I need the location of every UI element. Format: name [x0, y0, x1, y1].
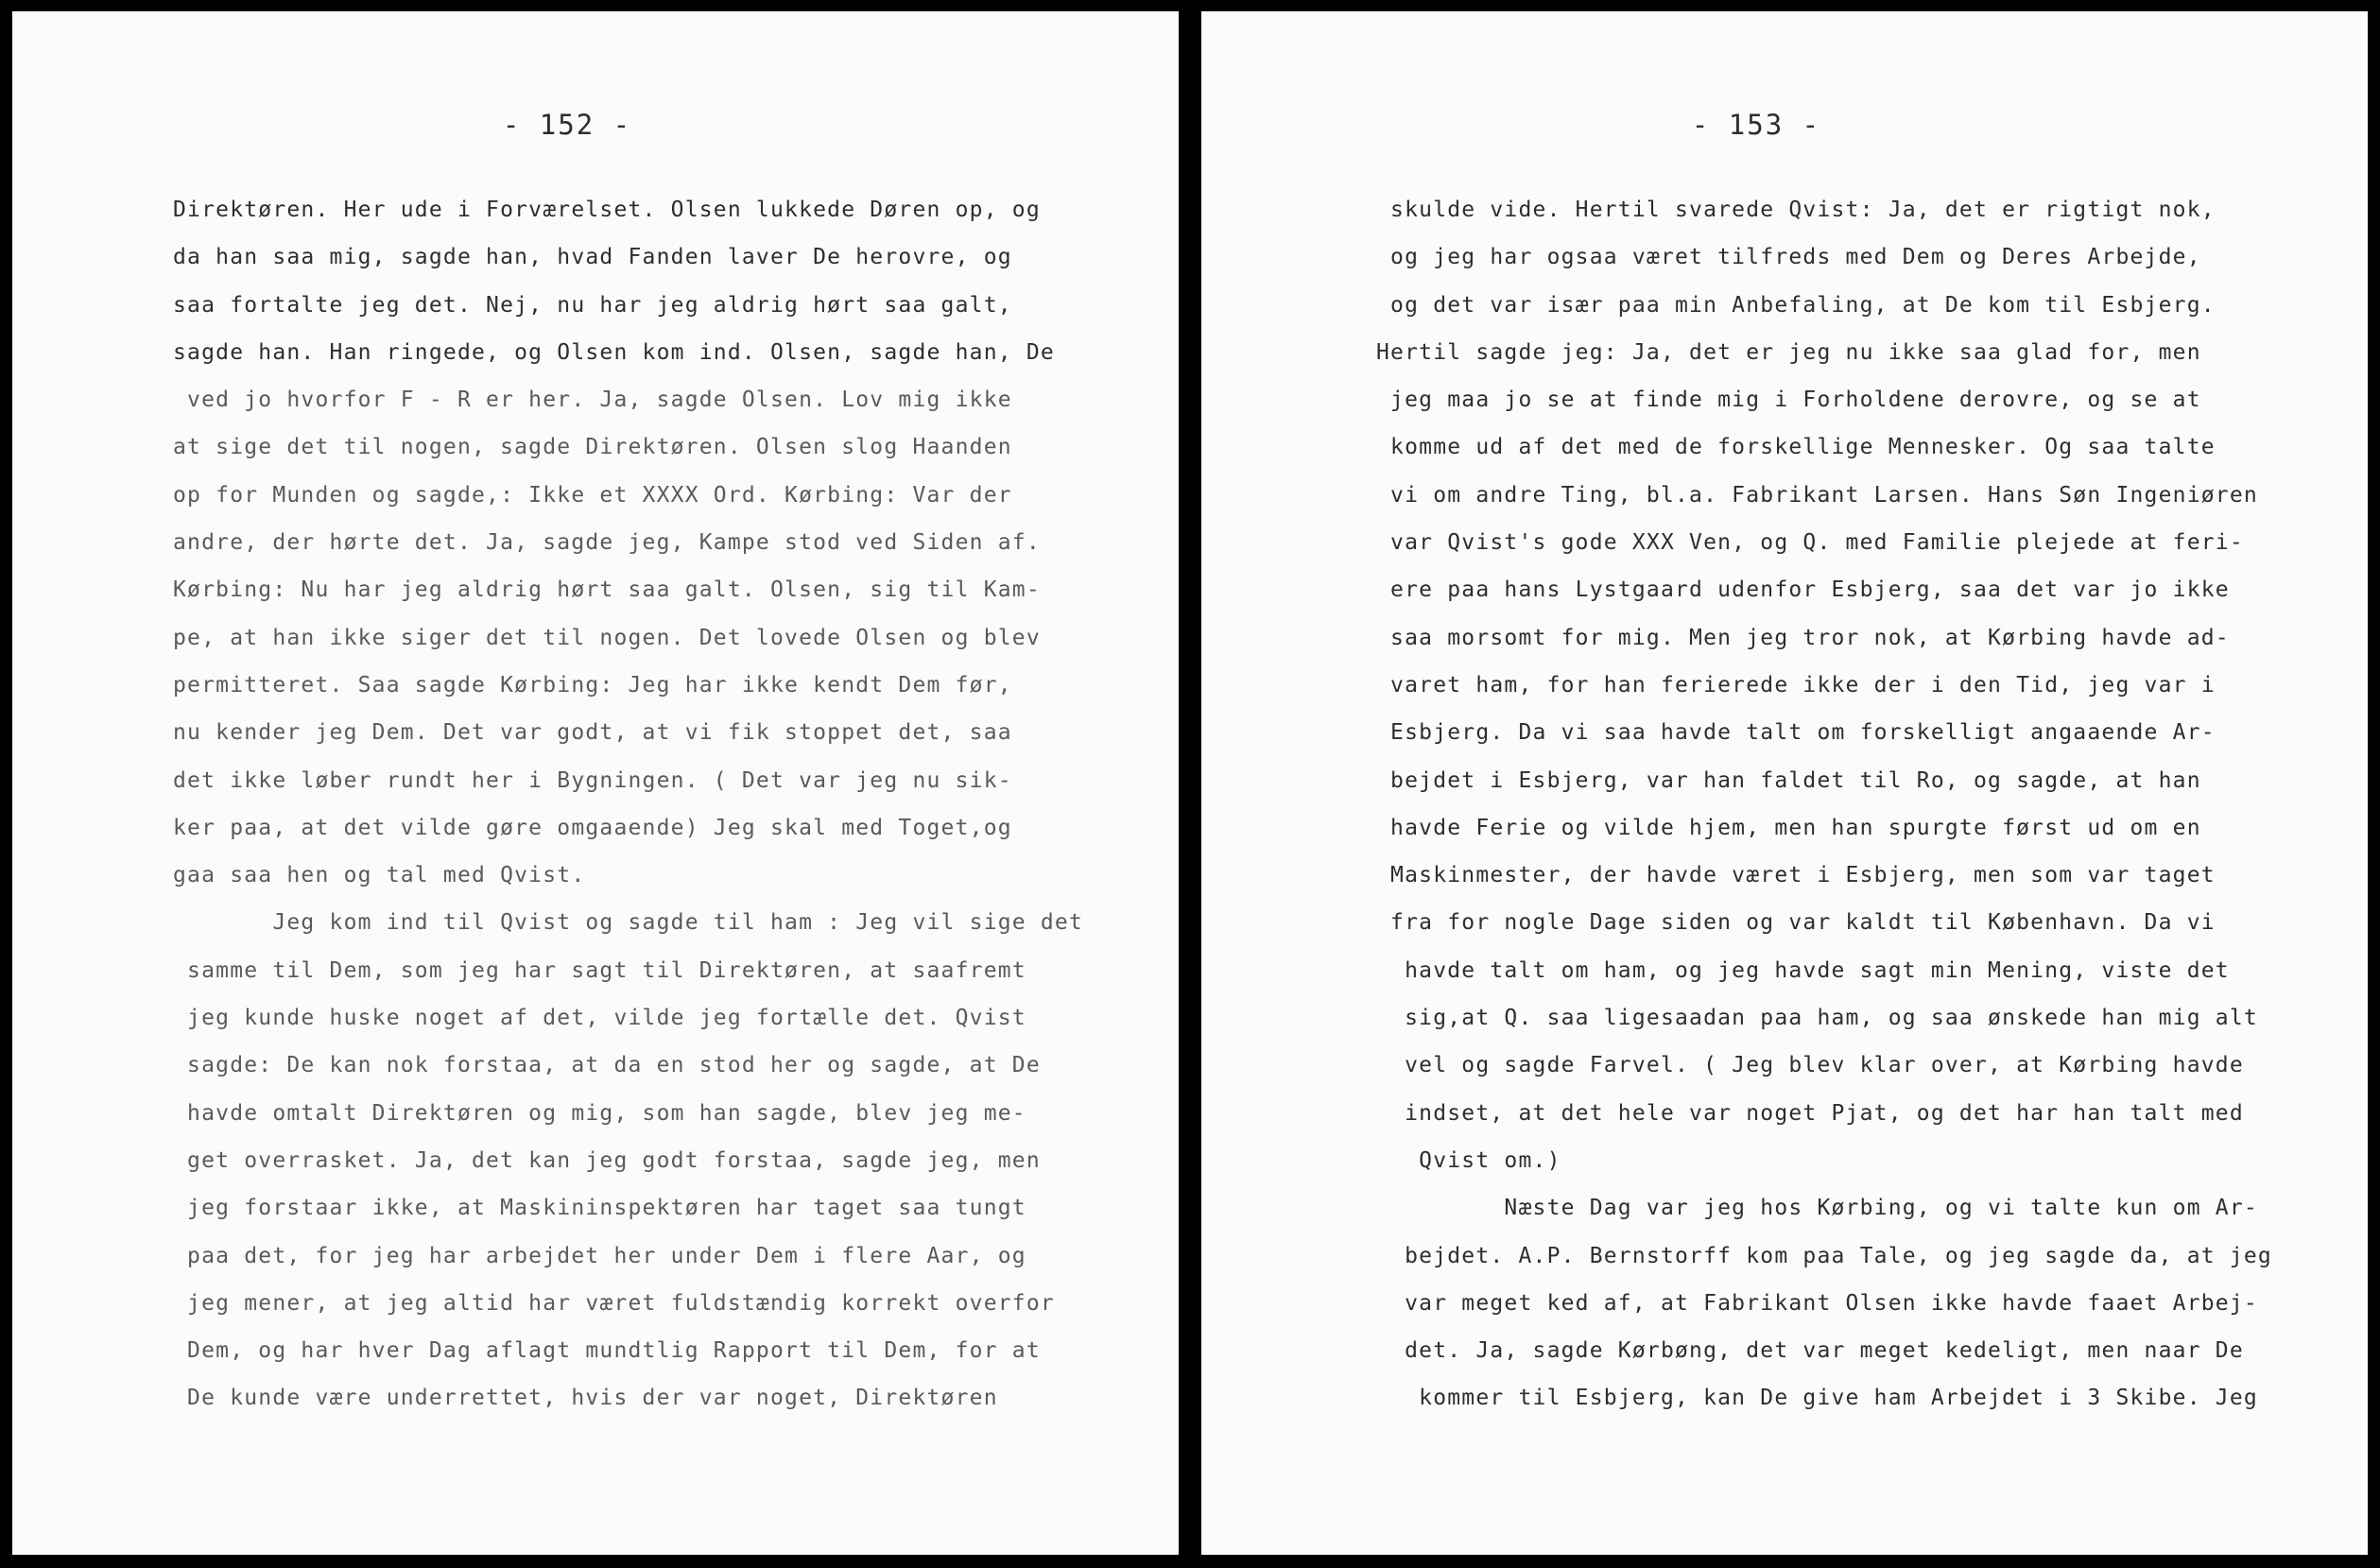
text-line: saa fortalte jeg det. Nej, nu har jeg aldrig hørt saa galt,	[173, 292, 1012, 318]
right-page	[1201, 11, 2368, 1555]
text-line: jeg forstaar ikke, at Maskininspektøren har taget saa tungt	[173, 1196, 1026, 1221]
text-line: sagde: De kan nok forstaa, at da en stod her og sagde, at De	[173, 1053, 1041, 1078]
text-line: da han saa mig, sagde han, hvad Fanden laver De herovre, og	[173, 245, 1012, 270]
text-line: Esbjerg. Da vi saa havde talt om forskelligt angaaende Ar-	[1376, 720, 2216, 746]
text-line: og jeg har ogsaa været tilfreds med Dem og Deres Arbejde,	[1376, 245, 2201, 270]
text-line: Qvist om.)	[1376, 1147, 1561, 1173]
text-line: komme ud af det med de forskellige Mennesker. Og saa talte	[1376, 435, 2216, 460]
text-line: paa det, for jeg har arbejdet her under Dem i flere Aar, og	[173, 1243, 1026, 1268]
text-line: bejdet. A.P. Bernstorff kom paa Tale, og jeg sagde da, at jeg	[1376, 1243, 2272, 1268]
text-line: permitteret. Saa sagde Kørbing: Jeg har ikke kendt Dem før,	[173, 672, 1012, 698]
left-page	[12, 11, 1179, 1555]
text-line: andre, der hørte det. Ja, sagde jeg, Kampe stod ved Siden af.	[173, 530, 1041, 556]
text-line: ved jo hvorfor F - R er her. Ja, sagde Olsen. Lov mig ikke	[173, 388, 1012, 413]
text-line: ker paa, at det vilde gøre omgaaende) Jeg skal med Toget,og	[173, 815, 1012, 840]
text-line: at sige det til nogen, sagde Direktøren. Olsen slog Haanden	[173, 435, 1012, 460]
text-line: var Qvist's gode XXX Ven, og Q. med Familie plejede at feri-	[1376, 530, 2244, 556]
text-line: varet ham, for han ferierede ikke der i den Tid, jeg var i	[1376, 672, 2216, 698]
text-line: De kunde være underrettet, hvis der var noget, Direktøren	[173, 1386, 998, 1411]
text-line: get overrasket. Ja, det kan jeg godt forstaa, sagde jeg, men	[173, 1147, 1041, 1173]
text-line: det. Ja, sagde Kørbøng, det var meget kedeligt, men naar De	[1376, 1338, 2244, 1364]
text-line: nu kender jeg Dem. Det var godt, at vi fik stoppet det, saa	[173, 720, 1012, 746]
text-line: Maskinmester, der havde været i Esbjerg, men som var taget	[1376, 863, 2216, 888]
text-line: saa morsomt for mig. Men jeg tror nok, at Kørbing havde ad-	[1376, 625, 2230, 650]
text-line: Hertil sagde jeg: Ja, det er jeg nu ikke saa glad for, men	[1376, 339, 2201, 365]
text-line: havde Ferie og vilde hjem, men han spurgte først ud om en	[1376, 815, 2201, 840]
text-line: skulde vide. Hertil svarede Qvist: Ja, det er rigtigt nok,	[1376, 198, 2216, 222]
text-line: havde talt om ham, og jeg havde sagt min Mening, viste det	[1376, 957, 2230, 983]
text-line: jeg kunde huske noget af det, vilde jeg fortælle det. Qvist	[173, 1006, 1026, 1031]
text-line: fra for nogle Dage siden og var kaldt til København. Da vi	[1376, 910, 2216, 936]
text-line: det ikke løber rundt her i Bygningen. ( Det var jeg nu sik-	[173, 767, 1012, 793]
page-number: - 153 -	[1691, 109, 1821, 141]
text-line: kommer til Esbjerg, kan De give ham Arbejdet i 3 Skibe. Jeg	[1376, 1386, 2258, 1411]
text-line: gaa saa hen og tal med Qvist.	[173, 863, 586, 888]
text-line: Direktøren. Her ude i Forværelset. Olsen lukkede Døren op, og	[173, 198, 1041, 222]
text-line: sig,at Q. saa ligesaadan paa ham, og saa ønskede han mig alt	[1376, 1006, 2258, 1031]
page-body-text	[173, 186, 1099, 1422]
text-line: Dem, og har hver Dag aflagt mundtlig Rapport til Dem, for at	[173, 1338, 1041, 1364]
text-line: bejdet i Esbjerg, var han faldet til Ro, og sagde, at han	[1376, 767, 2201, 793]
text-line: indset, at det hele var noget Pjat, og det har han talt med	[1376, 1100, 2244, 1126]
text-line: jeg mener, at jeg altid har været fuldstændig korrekt overfor	[173, 1290, 1055, 1316]
text-line: op for Munden og sagde,: Ikke et XXXX Ord. Kørbing: Var der	[173, 482, 1012, 508]
text-line: sagde han. Han ringede, og Olsen kom ind. Olsen, sagde han, De	[173, 339, 1055, 365]
text-line: og det var især paa min Anbefaling, at De kom til Esbjerg.	[1376, 292, 2216, 318]
text-line: ere paa hans Lystgaard udenfor Esbjerg, saa det var jo ikke	[1376, 577, 2230, 603]
text-line: var meget ked af, at Fabrikant Olsen ikke havde faaet Arbej-	[1376, 1290, 2258, 1316]
text-line: vi om andre Ting, bl.a. Fabrikant Larsen. Hans Søn Ingeniøren	[1376, 482, 2258, 508]
text-line: vel og sagde Farvel. ( Jeg blev klar over, at Kørbing havde	[1376, 1053, 2244, 1078]
text-line: Jeg kom ind til Qvist og sagde til ham : Jeg vil sige det	[173, 910, 1084, 936]
text-line: samme til Dem, som jeg har sagt til Direktøren, at saafremt	[173, 957, 1026, 983]
text-line: Næste Dag var jeg hos Kørbing, og vi talte kun om Ar-	[1376, 1196, 2258, 1221]
page-body-text	[1376, 186, 2321, 1422]
text-line: havde omtalt Direktøren og mig, som han sagde, blev jeg me-	[173, 1100, 1026, 1126]
page-number: - 152 -	[502, 109, 632, 141]
text-line: Kørbing: Nu har jeg aldrig hørt saa galt. Olsen, sig til Kam-	[173, 577, 1041, 603]
text-line: jeg maa jo se at finde mig i Forholdene derovre, og se at	[1376, 388, 2201, 413]
text-line: pe, at han ikke siger det til nogen. Det lovede Olsen og blev	[173, 625, 1041, 650]
